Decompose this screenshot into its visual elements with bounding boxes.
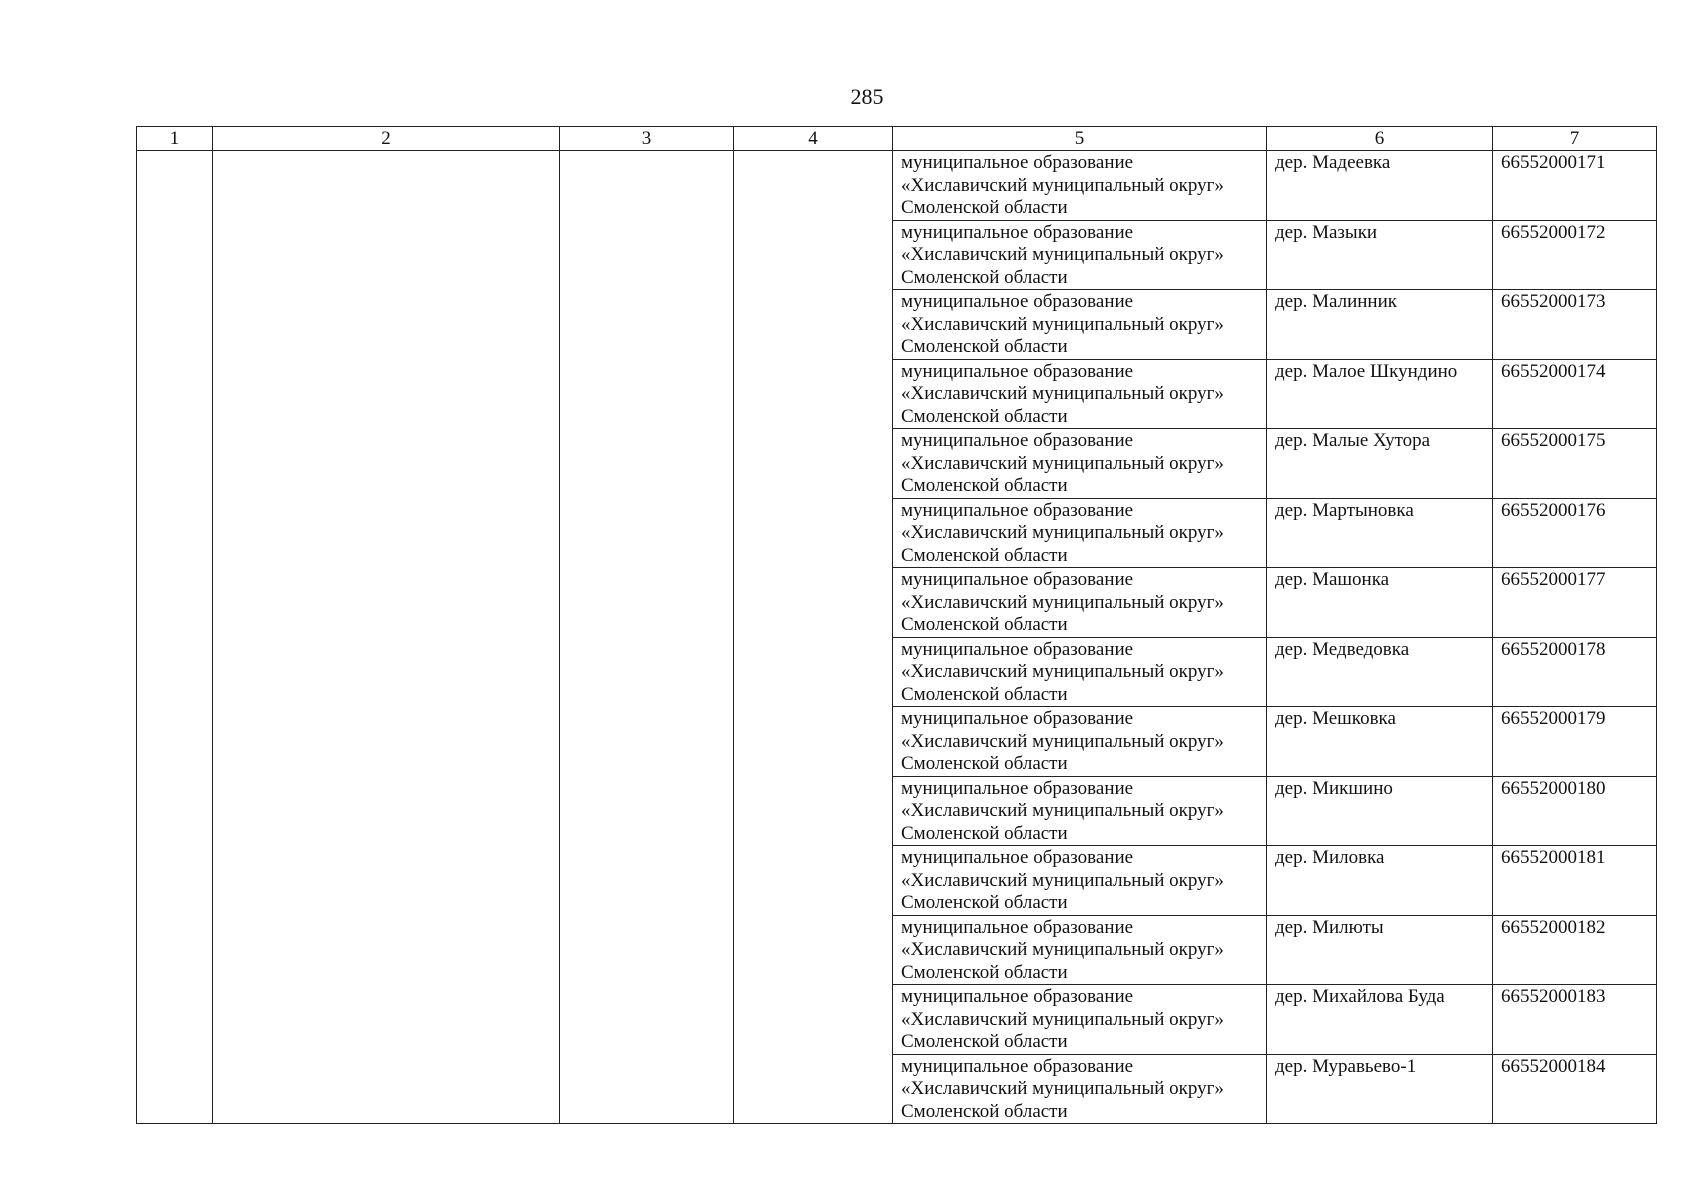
- settlement-cell: дер. Медведовка: [1267, 637, 1493, 707]
- column-header-4: 4: [734, 127, 893, 151]
- oktmo-code-cell: 66552000178: [1493, 637, 1657, 707]
- municipality-line-3: Смоленской области: [901, 1031, 1068, 1052]
- municipality-line-1: муниципальное образование: [901, 291, 1134, 312]
- settlement-cell: дер. Мешковка: [1267, 707, 1493, 777]
- column-header-5: 5: [893, 127, 1267, 151]
- column-header-3: 3: [560, 127, 734, 151]
- municipality-line-1: муниципальное образование: [901, 986, 1134, 1007]
- municipality-line-1: муниципальное образование: [901, 360, 1134, 382]
- municipality-line-2: «Хиславичский муниципальный округ»: [901, 1078, 1224, 1099]
- municipality-cell: [893, 776, 1267, 846]
- municipality-line-2: «Хиславичский муниципальный округ»: [901, 313, 1224, 335]
- oktmo-code-cell: 66552000182: [1493, 915, 1657, 985]
- oktmo-code-cell: 66552000184: [1493, 1054, 1657, 1124]
- municipality-cell: [893, 359, 1267, 429]
- municipality-line-1: муниципальное образование: [901, 708, 1134, 729]
- municipality-line-1: муниципальное образование: [901, 847, 1134, 868]
- settlement-cell: дер. Малинник: [1267, 290, 1493, 360]
- settlement-cell: дер. Машонка: [1267, 568, 1493, 638]
- municipality-cell: [893, 846, 1267, 916]
- oktmo-code-cell: 66552000171: [1493, 151, 1657, 221]
- municipality-cell: [893, 568, 1267, 638]
- municipality-line-2: «Хиславичский муниципальный округ»: [901, 661, 1224, 682]
- column-header-1: 1: [137, 127, 213, 151]
- municipality-line-3: Смоленской области: [901, 266, 1068, 288]
- municipality-line-1: муниципальное образование: [901, 221, 1134, 243]
- municipality-line-3: Смоленской области: [901, 683, 1068, 705]
- municipality-line-3: Смоленской области: [901, 1100, 1068, 1122]
- page-number: 285: [850, 84, 884, 109]
- table-row: [137, 151, 1657, 221]
- municipality-line-2: «Хиславичский муниципальный округ»: [901, 869, 1224, 891]
- oktmo-code-cell: 66552000183: [1493, 985, 1657, 1055]
- oktmo-code-cell: 66552000179: [1493, 707, 1657, 777]
- municipality-line-3: Смоленской области: [901, 892, 1068, 913]
- oktmo-code-cell: 66552000176: [1493, 498, 1657, 568]
- oktmo-code-cell: 66552000173: [1493, 290, 1657, 360]
- municipality-line-3: Смоленской области: [901, 475, 1068, 496]
- municipality-line-1: муниципальное образование: [901, 777, 1134, 799]
- settlement-cell: дер. Мадеевка: [1267, 151, 1493, 221]
- municipality-line-3: Смоленской области: [901, 753, 1068, 774]
- municipality-cell: [893, 290, 1267, 360]
- settlement-cell: дер. Михайлова Буда: [1267, 985, 1493, 1055]
- merged-cell-col-2: [213, 151, 560, 1124]
- table-body: [137, 151, 1657, 1124]
- settlement-cell: дер. Малое Шкундино: [1267, 359, 1493, 429]
- municipality-line-3: Смоленской области: [901, 961, 1068, 983]
- municipality-line-1: муниципальное образование: [901, 569, 1134, 590]
- column-header-6: 6: [1267, 127, 1493, 151]
- document-table: [136, 126, 1657, 1124]
- header-row: [137, 127, 1657, 151]
- municipality-line-2: «Хиславичский муниципальный округ»: [901, 174, 1224, 196]
- municipality-line-2: «Хиславичский муниципальный округ»: [901, 522, 1224, 543]
- table-header: [137, 127, 1657, 151]
- settlement-cell: дер. Микшино: [1267, 776, 1493, 846]
- municipality-cell: [893, 707, 1267, 777]
- municipality-cell: [893, 915, 1267, 985]
- municipality-line-3: Смоленской области: [901, 197, 1068, 218]
- municipality-line-2: «Хиславичский муниципальный округ»: [901, 591, 1224, 613]
- municipality-line-1: муниципальное образование: [901, 152, 1134, 173]
- settlement-cell: дер. Милюты: [1267, 915, 1493, 985]
- settlement-cell: дер. Муравьево-1: [1267, 1054, 1493, 1124]
- municipality-line-2: «Хиславичский муниципальный округ»: [901, 452, 1224, 474]
- municipality-line-3: Смоленской области: [901, 614, 1068, 635]
- oktmo-code-cell: 66552000181: [1493, 846, 1657, 916]
- municipality-line-2: «Хиславичский муниципальный округ»: [901, 800, 1224, 821]
- municipality-line-3: Смоленской области: [901, 544, 1068, 566]
- municipality-line-1: муниципальное образование: [901, 1055, 1134, 1077]
- municipality-line-2: «Хиславичский муниципальный округ»: [901, 939, 1224, 960]
- municipality-line-1: муниципальное образование: [901, 638, 1134, 660]
- merged-cell-col-3: [560, 151, 734, 1124]
- municipality-cell: [893, 498, 1267, 568]
- merged-cell-col-4: [734, 151, 893, 1124]
- municipality-cell: [893, 151, 1267, 221]
- municipality-cell: [893, 637, 1267, 707]
- municipality-cell: [893, 429, 1267, 499]
- settlement-cell: дер. Малые Хутора: [1267, 429, 1493, 499]
- oktmo-code-cell: 66552000177: [1493, 568, 1657, 638]
- municipality-line-1: муниципальное образование: [901, 916, 1134, 938]
- municipality-cell: [893, 985, 1267, 1055]
- municipality-line-3: Смоленской области: [901, 405, 1068, 427]
- municipality-line-1: муниципальное образование: [901, 499, 1134, 521]
- settlement-cell: дер. Мазыки: [1267, 220, 1493, 290]
- column-header-2: 2: [213, 127, 560, 151]
- municipality-line-2: «Хиславичский муниципальный округ»: [901, 383, 1224, 404]
- municipality-line-2: «Хиславичский муниципальный округ»: [901, 1008, 1224, 1030]
- settlement-cell: дер. Миловка: [1267, 846, 1493, 916]
- oktmo-code-cell: 66552000172: [1493, 220, 1657, 290]
- municipality-line-3: Смоленской области: [901, 336, 1068, 357]
- oktmo-code-cell: 66552000180: [1493, 776, 1657, 846]
- municipality-cell: [893, 220, 1267, 290]
- municipality-line-1: муниципальное образование: [901, 430, 1134, 451]
- municipality-line-2: «Хиславичский муниципальный округ»: [901, 730, 1224, 752]
- oktmo-code-cell: 66552000174: [1493, 359, 1657, 429]
- merged-cell-col-1: [137, 151, 213, 1124]
- municipality-cell: [893, 1054, 1267, 1124]
- municipality-line-3: Смоленской области: [901, 822, 1068, 844]
- municipality-line-2: «Хиславичский муниципальный округ»: [901, 244, 1224, 265]
- oktmo-code-cell: 66552000175: [1493, 429, 1657, 499]
- column-header-7: 7: [1493, 127, 1657, 151]
- settlement-cell: дер. Мартыновка: [1267, 498, 1493, 568]
